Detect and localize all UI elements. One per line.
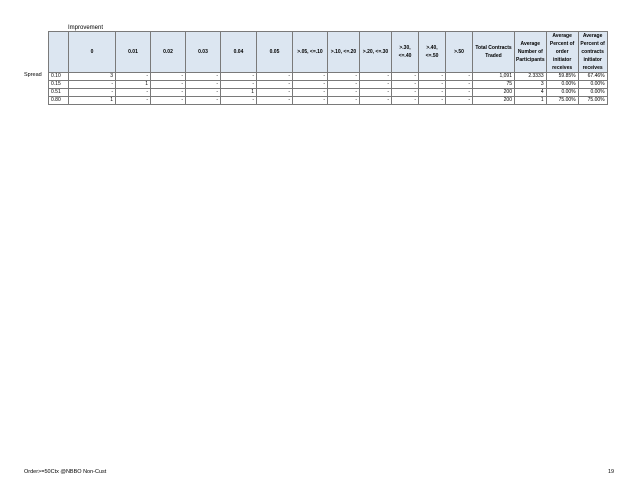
table-cell: - [186,81,221,89]
table-cell: 1 [69,97,116,105]
table-cell: 1,091 [473,73,515,81]
table-cell: - [257,89,293,97]
footer-label: Order>=50Ctx @NBBO Non-Cust [24,469,107,475]
spread-value-cell: 0.10 [49,73,69,81]
table-row [49,73,608,81]
column-header: >.30, <=.40 [392,32,419,73]
table-cell: - [151,73,186,81]
table-header-row [49,32,608,73]
table-cell: - [392,81,419,89]
table-row [49,89,608,97]
table-cell: 0.00% [578,89,607,97]
spread-label: Spread [24,72,42,78]
table-cell: - [293,81,328,89]
table-cell: - [446,81,473,89]
spread-value-cell: 0.80 [49,97,69,105]
column-header: >.40, <=.50 [419,32,446,73]
table-cell: - [116,97,151,105]
column-header: >.05, <=.10 [293,32,328,73]
table-cell: - [186,73,221,81]
table-cell: - [446,89,473,97]
table-cell: 67.46% [578,73,607,81]
table-cell: - [360,89,392,97]
column-header: 0.03 [186,32,221,73]
table-cell: 59.85% [546,73,578,81]
table-cell: - [186,89,221,97]
spread-value-cell: 0.51 [49,89,69,97]
table-cell: 0.00% [578,81,607,89]
table-cell: - [392,89,419,97]
table-cell: - [293,97,328,105]
column-header: 0.01 [116,32,151,73]
table-cell: 1 [116,81,151,89]
table-cell: - [446,73,473,81]
table-cell: - [419,73,446,81]
table-cell: 3 [69,73,116,81]
table-cell: - [392,73,419,81]
column-header: Average Percent of contracts initiator receives [578,32,607,73]
table-cell: 200 [473,97,515,105]
table-cell: 4 [515,89,547,97]
table-cell: 75 [473,81,515,89]
table-cell: - [257,97,293,105]
table-cell: - [257,81,293,89]
table-cell: - [419,81,446,89]
table-cell: 1 [515,97,547,105]
table-cell: 1 [221,89,257,97]
table-cell: - [257,73,293,81]
table-cell: - [221,81,257,89]
table-cell: - [293,89,328,97]
table-cell: 75.00% [546,97,578,105]
table-row [49,81,608,89]
table-cell: - [328,73,360,81]
table-cell: - [360,73,392,81]
table-row [49,97,608,105]
table-cell: - [116,89,151,97]
table-cell: 0.00% [546,89,578,97]
table-cell: - [151,81,186,89]
improvement-table [48,31,608,105]
table-cell: - [151,89,186,97]
table-cell: - [151,97,186,105]
table-cell: - [293,73,328,81]
table-cell: 2.3333 [515,73,547,81]
column-header: 0.02 [151,32,186,73]
column-header: Average Number of Participants [515,32,547,73]
table-cell: 75.00% [578,97,607,105]
table-cell: - [116,73,151,81]
table-cell: - [419,89,446,97]
table-cell: - [328,81,360,89]
page-number: 19 [608,469,615,475]
table-cell: - [328,89,360,97]
table-cell: - [419,97,446,105]
table-cell: 0.00% [546,81,578,89]
table-cell: 3 [515,81,547,89]
column-header: >.20, <=.30 [360,32,392,73]
improvement-label: Improvement [68,25,104,31]
column-header [49,32,69,73]
table-cell: - [186,97,221,105]
table-cell: - [221,73,257,81]
column-header: 0.05 [257,32,293,73]
column-header: >.50 [446,32,473,73]
table-cell: - [328,97,360,105]
column-header: Total Contracts Traded [473,32,515,73]
table-cell: - [221,97,257,105]
column-header: Average Percent of order initiator receives [546,32,578,73]
table-cell: - [360,97,392,105]
table-cell: 200 [473,89,515,97]
table-cell: - [446,97,473,105]
column-header: >.10, <=.20 [328,32,360,73]
table-cell: - [69,81,116,89]
table-cell: - [69,89,116,97]
table-cell: - [360,81,392,89]
column-header: 0 [69,32,116,73]
spread-value-cell: 0.15 [49,81,69,89]
column-header: 0.04 [221,32,257,73]
table-cell: - [392,97,419,105]
